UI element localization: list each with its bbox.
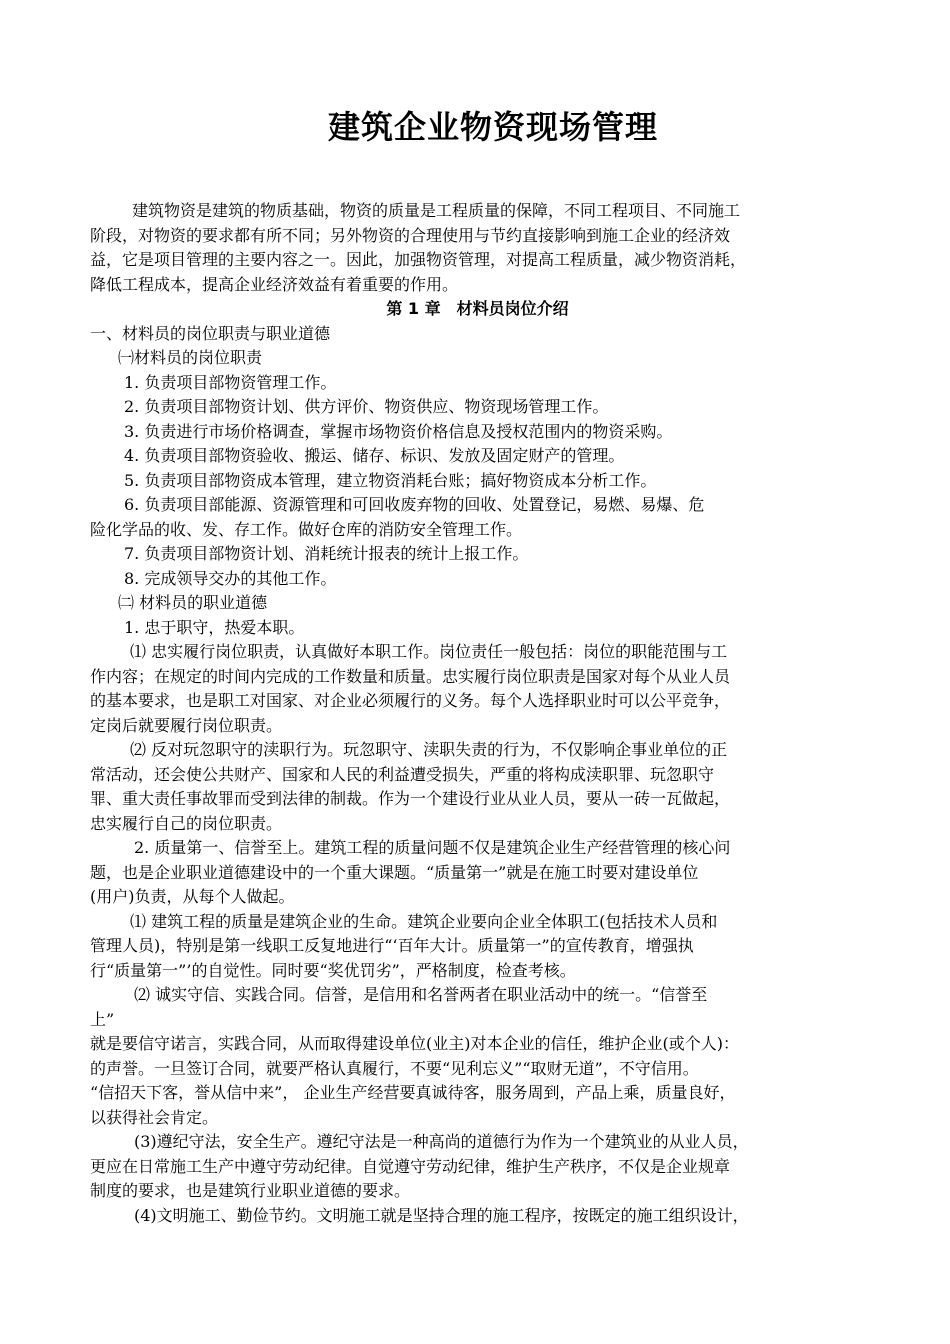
paragraph-line: 更应在日常施工生产中遵守劳动纪律。自觉遵守劳动纪律，维护生产秩序，不仅是企业规章 <box>90 1156 731 1176</box>
paragraph-line: 建筑物资是建筑的物质基础，物资的质量是工程质量的保障，不同工程项目、不同施工 <box>132 201 741 220</box>
paragraph-line: 题，也是企业职业道德建设中的一个重大课题。“质量第一”就是在施工时要对建设单位 <box>90 862 699 882</box>
list-item: 3. 负责进行市场价格调查，掌握市场物资价格信息及授权范围内的物资采购。 <box>124 421 673 441</box>
paragraph-line: (3)遵纪守法，安全生产。遵纪守法是一种高尚的道德行为作为一个建筑业的从业人员， <box>134 1132 749 1151</box>
paragraph-line: 降低工程成本，提高企业经济效益有着重要的作用。 <box>90 274 459 294</box>
paragraph-line: ⑴ 忠实履行岗位职责，认真做好本职工作。岗位责任一般包括：岗位的职能范围与工 <box>130 642 728 661</box>
paragraph-line: 的声誉。一旦签订合同，就要严格认真履行，不要“见利忘义”“取财无道”，不守信用。 <box>90 1058 699 1078</box>
paragraph-line: 阶段，对物资的要求都有所不同；另外物资的合理使用与节约直接影响到施工企业的经济效 <box>90 225 731 245</box>
list-item: 5. 负责项目部物资成本管理，建立物资消耗台账；搞好物资成本分析工作。 <box>124 470 657 490</box>
paragraph-line: 管理人员)，特别是第一线职工反复地进行“‘百年大计。质量第一”的宣传教育，增强执 <box>90 936 694 955</box>
paragraph-line: (用户)负责，从每个人做起。 <box>90 887 295 906</box>
paragraph-line: 就是要信守诺言，实践合同，从而取得建设单位(业主)对本企业的信任，维护企业(或个人)： <box>90 1034 739 1053</box>
subsection-heading: ㈡ 材料员的职业道德 <box>118 593 268 612</box>
paragraph-line: “信招天下客，誉从信中来”， 企业生产经营要真诚待客，服务周到，产品上乘，质量良好， <box>90 1083 736 1102</box>
list-item: 8. 完成领导交办的其他工作。 <box>124 568 337 588</box>
paragraph-line: 以获得社会肯定。 <box>90 1107 219 1127</box>
paragraph-line: 制度的要求，也是建筑行业职业道德的要求。 <box>90 1181 411 1200</box>
list-item: 2. 负责项目部物资计划、供方评价、物资供应、物资现场管理工作。 <box>124 397 609 416</box>
paragraph-line: 作内容；在规定的时间内完成的工作数量和质量。忠实履行岗位职责是国家对每个从业人员 <box>90 666 731 686</box>
list-item: 7. 负责项目部物资计划、消耗统计报表的统计上报工作。 <box>124 544 529 563</box>
paragraph-line: 的基本要求，也是职工对国家、对企业必须履行的义务。每个人选择职业时可以公平竞争， <box>90 691 731 710</box>
list-item: 1. 忠于职守，热爱本职。 <box>124 617 305 637</box>
subsection-heading: ㈠材料员的岗位职责 <box>118 348 263 367</box>
paragraph-line: 益，它是项目管理的主要内容之一。因此，加强物资管理，对提高工程质量，减少物资消耗， <box>90 250 747 269</box>
paragraph-line: 2. 质量第一、信誉至上。建筑工程的质量问题不仅是建筑企业生产经营管理的核心问 <box>134 838 731 857</box>
paragraph-line: 定岗后就要履行岗位职责。 <box>90 715 283 735</box>
list-item: 1. 负责项目部物资管理工作。 <box>124 372 337 392</box>
paragraph-line: ⑴ 建筑工程的质量是建筑企业的生命。建筑企业要向企业全体职工(包括技术人员和 <box>130 911 718 931</box>
list-item-continuation: 险化学品的收、发、存工作。做好仓库的消防安全管理工作。 <box>90 519 523 539</box>
chapter-heading: 第 1 章 材料员岗位介绍 <box>386 299 569 318</box>
paragraph-line: ⑵ 诚实守信、实践合同。信誉，是信用和名誉两者在职业活动中的统一。“信誉至 <box>134 985 708 1004</box>
paragraph-line: 常活动，还会使公共财产、国家和人民的利益遭受损失，严重的将构成渎职罪、玩忽职守 <box>90 764 715 784</box>
paragraph-line: 行“质量第一”’的自觉性。同时要“奖优罚劣”，严格制度，检查考核。 <box>90 960 576 980</box>
section-heading: 一、材料员的岗位职责与职业道德 <box>90 323 331 343</box>
list-item: 4. 负责项目部物资验收、搬运、储存、标识、发放及固定财产的管理。 <box>124 446 625 465</box>
paragraph-line: (4)文明施工、勤俭节约。文明施工就是坚持合理的施工程序，按既定的施工组织设计， <box>134 1205 749 1225</box>
paragraph-line: 罪、重大责任事故罪而受到法律的制裁。作为一个建设行业从业人员，要从一砖一瓦做起， <box>90 789 731 808</box>
paragraph-line: 上” <box>90 1009 115 1029</box>
document-body <box>90 199 865 1228</box>
paragraph-line: 忠实履行自己的岗位职责。 <box>90 813 283 833</box>
list-item: 6. 负责项目部能源、资源管理和可回收废弃物的回收、处置登记，易燃、易爆、危 <box>124 495 705 514</box>
document-title: 建筑企业物资现场管理 <box>327 108 658 146</box>
paragraph-line: ⑵ 反对玩忽职守的渎职行为。玩忽职守、渎职失责的行为，不仅影响企事业单位的正 <box>130 740 728 759</box>
